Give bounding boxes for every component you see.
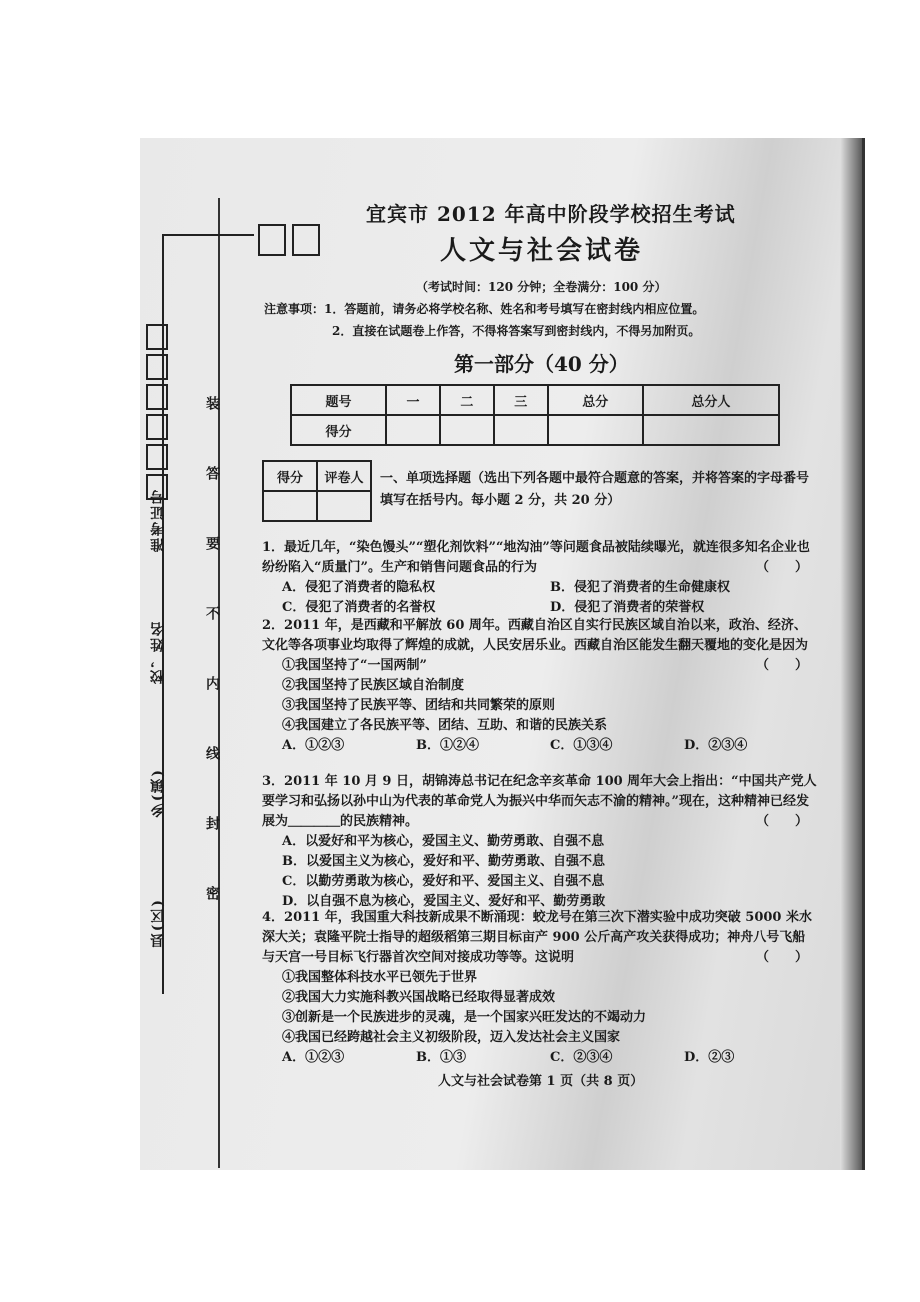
exam-title: 宜宾市 2012 年高中阶段学校招生考试: [366, 202, 736, 226]
option: A．以爱好和平为核心，爱国主义、勤劳勇敢、自强不息: [282, 834, 605, 849]
statement: ②我国大力实施科教兴国战略已经取得显著成效: [282, 990, 556, 1005]
table-header: 一: [386, 385, 440, 415]
exam-notes: [264, 298, 704, 342]
option: D．以自强不息为核心，爱国主义、爱好和平、勤劳勇敢: [282, 894, 606, 909]
note-item: 2．直接在试题卷上作答，不得将答案写到密封线内，不得另加附页。: [332, 324, 701, 338]
exam-sheet: [140, 138, 865, 1170]
score-cell: [386, 415, 440, 445]
option: A．①②③: [282, 738, 345, 753]
statement: ②我国坚持了民族区域自治制度: [282, 678, 465, 693]
statement: ③我国坚持了民族平等、团结和共同繁荣的原则: [282, 698, 556, 713]
county-label: 县(区): [150, 898, 166, 948]
seal-char: 内: [204, 676, 220, 690]
option: C．侵犯了消费者的名誉权: [282, 600, 436, 615]
option: C．②③④: [550, 1050, 613, 1065]
score-cell: [643, 415, 779, 445]
answer-paren: （ ）: [755, 814, 808, 829]
section-heading: 一、单项选择题（选出下列各题中最符合题意的答案，并将答案的字母番号填写在括号内。每小题 2 分，共 20 分）: [380, 471, 810, 508]
table-header: 评卷人: [317, 461, 371, 491]
score-cell: [263, 491, 317, 521]
question-4: [262, 908, 818, 1068]
exam-subtitle: 人文与社会试卷: [440, 236, 644, 266]
seal-char: 线: [204, 746, 220, 760]
seal-char: 不: [204, 606, 220, 620]
score-cell: [317, 491, 371, 521]
table-row: [291, 415, 779, 445]
question-stem: 2．2011 年，是西藏和平解放 60 周年。西藏自治区自实行民族区域自治以来，政治、经济、文化等各项事业均取得了辉煌的成就，人民安居乐业。西藏自治区能发生翻天覆地的变化是因为: [262, 618, 809, 653]
seal-char: 封: [204, 816, 220, 830]
options: [262, 736, 818, 756]
exam-number-label: 准考证号: [150, 488, 166, 552]
options: [262, 1048, 818, 1068]
exam-content: [258, 138, 818, 1170]
table-row-label: 得分: [291, 415, 386, 445]
exam-meta: （考试时间：120 分钟；全卷满分：100 分）: [416, 280, 667, 294]
statement: ④我国已经跨越社会主义初级阶段，迈入发达社会主义国家: [282, 1030, 621, 1045]
page-footer: 人文与社会试卷第 1 页（共 8 页）: [438, 1074, 644, 1089]
question-1: [262, 538, 818, 618]
option: B．以爱国主义为核心，爱好和平、勤劳勇敢、自强不息: [282, 854, 605, 869]
table-header: 题号: [291, 385, 386, 415]
note-item: 1．答题前，请务必将学校名称、姓名和考号填写在密封线内相应位置。: [324, 302, 705, 316]
exam-number-boxes: [146, 324, 168, 500]
table-row: [263, 491, 371, 521]
answer-paren: （ ）: [755, 560, 808, 575]
option: C．①③④: [550, 738, 613, 753]
town-label: 乡(镇): [150, 768, 166, 818]
table-row: [291, 385, 779, 415]
statement: ①我国坚持了“一国两制”: [282, 658, 427, 673]
option: D．侵犯了消费者的荣誉权: [550, 600, 705, 615]
question-3: [262, 772, 818, 912]
option: A．①②③: [282, 1050, 345, 1065]
statement: ③创新是一个民族进步的灵魂，是一个国家兴旺发达的不竭动力: [282, 1010, 647, 1025]
answer-paren: （ ）: [755, 950, 808, 965]
seal-char: 密: [204, 886, 220, 900]
option: B．侵犯了消费者的生命健康权: [550, 580, 730, 595]
seal-char: 要: [204, 536, 220, 550]
table-header: 三: [494, 385, 548, 415]
seal-char: 答: [204, 466, 220, 480]
option: B．①②④: [416, 738, 479, 753]
question-stem: 1．最近几年，“染色馒头”“塑化剂饮料”“地沟油”等问题食品被陆续曝光，就连很多知名企业也纷纷陷入“质量门”。生产和销售问题食品的行为: [262, 540, 810, 575]
notes-label: 注意事项：: [264, 302, 325, 316]
statement: ④我国建立了各民族平等、团结、互助、和谐的民族关系: [282, 718, 608, 733]
table-header: 总分: [548, 385, 643, 415]
question-stem: 3．2011 年 10 月 9 日，胡锦涛总书记在纪念辛亥革命 100 周年大会上指出：“中国共产党人要学习和弘扬以孙中山为代表的革命党人为振兴中华而矢志不渝的精神。”现在，这种精神已经发展为＿＿＿＿的民族精神。: [262, 774, 817, 829]
option: C．以勤劳勇敢为核心，爱好和平、爱国主义、自强不息: [282, 874, 605, 889]
question-stem: 4．2011 年，我国重大科技新成果不断涌现：蛟龙号在第三次下潜实验中成功突破 5000 米水深大关；袁隆平院士指导的超级稻第三期目标亩产 900 公斤高产攻关获得成功；神舟八号飞船与天宫一号目标飞行器首次空间对接成功等等。这说明: [262, 910, 812, 965]
table-header: 得分: [263, 461, 317, 491]
option: D．②③④: [684, 738, 748, 753]
score-table: [290, 384, 780, 446]
binding-margin: [140, 138, 250, 1170]
part-title: 第一部分（40 分）: [454, 352, 629, 376]
options: [262, 578, 818, 618]
statement: ①我国整体科技水平已领先于世界: [282, 970, 478, 985]
question-2: [262, 616, 818, 756]
grader-table: [262, 460, 372, 522]
score-cell: [494, 415, 548, 445]
table-row: [263, 461, 371, 491]
score-cell: [440, 415, 494, 445]
score-cell: [548, 415, 643, 445]
table-header: 二: [440, 385, 494, 415]
name-label: 校，姓名: [150, 620, 166, 684]
seal-char: 装: [204, 396, 220, 410]
option: D．②③: [684, 1050, 735, 1065]
table-header: 总分人: [643, 385, 779, 415]
answer-paren: （ ）: [755, 658, 808, 673]
option: A．侵犯了消费者的隐私权: [282, 580, 436, 595]
binding-line-top: [162, 234, 254, 236]
option: B．①③: [416, 1050, 466, 1065]
